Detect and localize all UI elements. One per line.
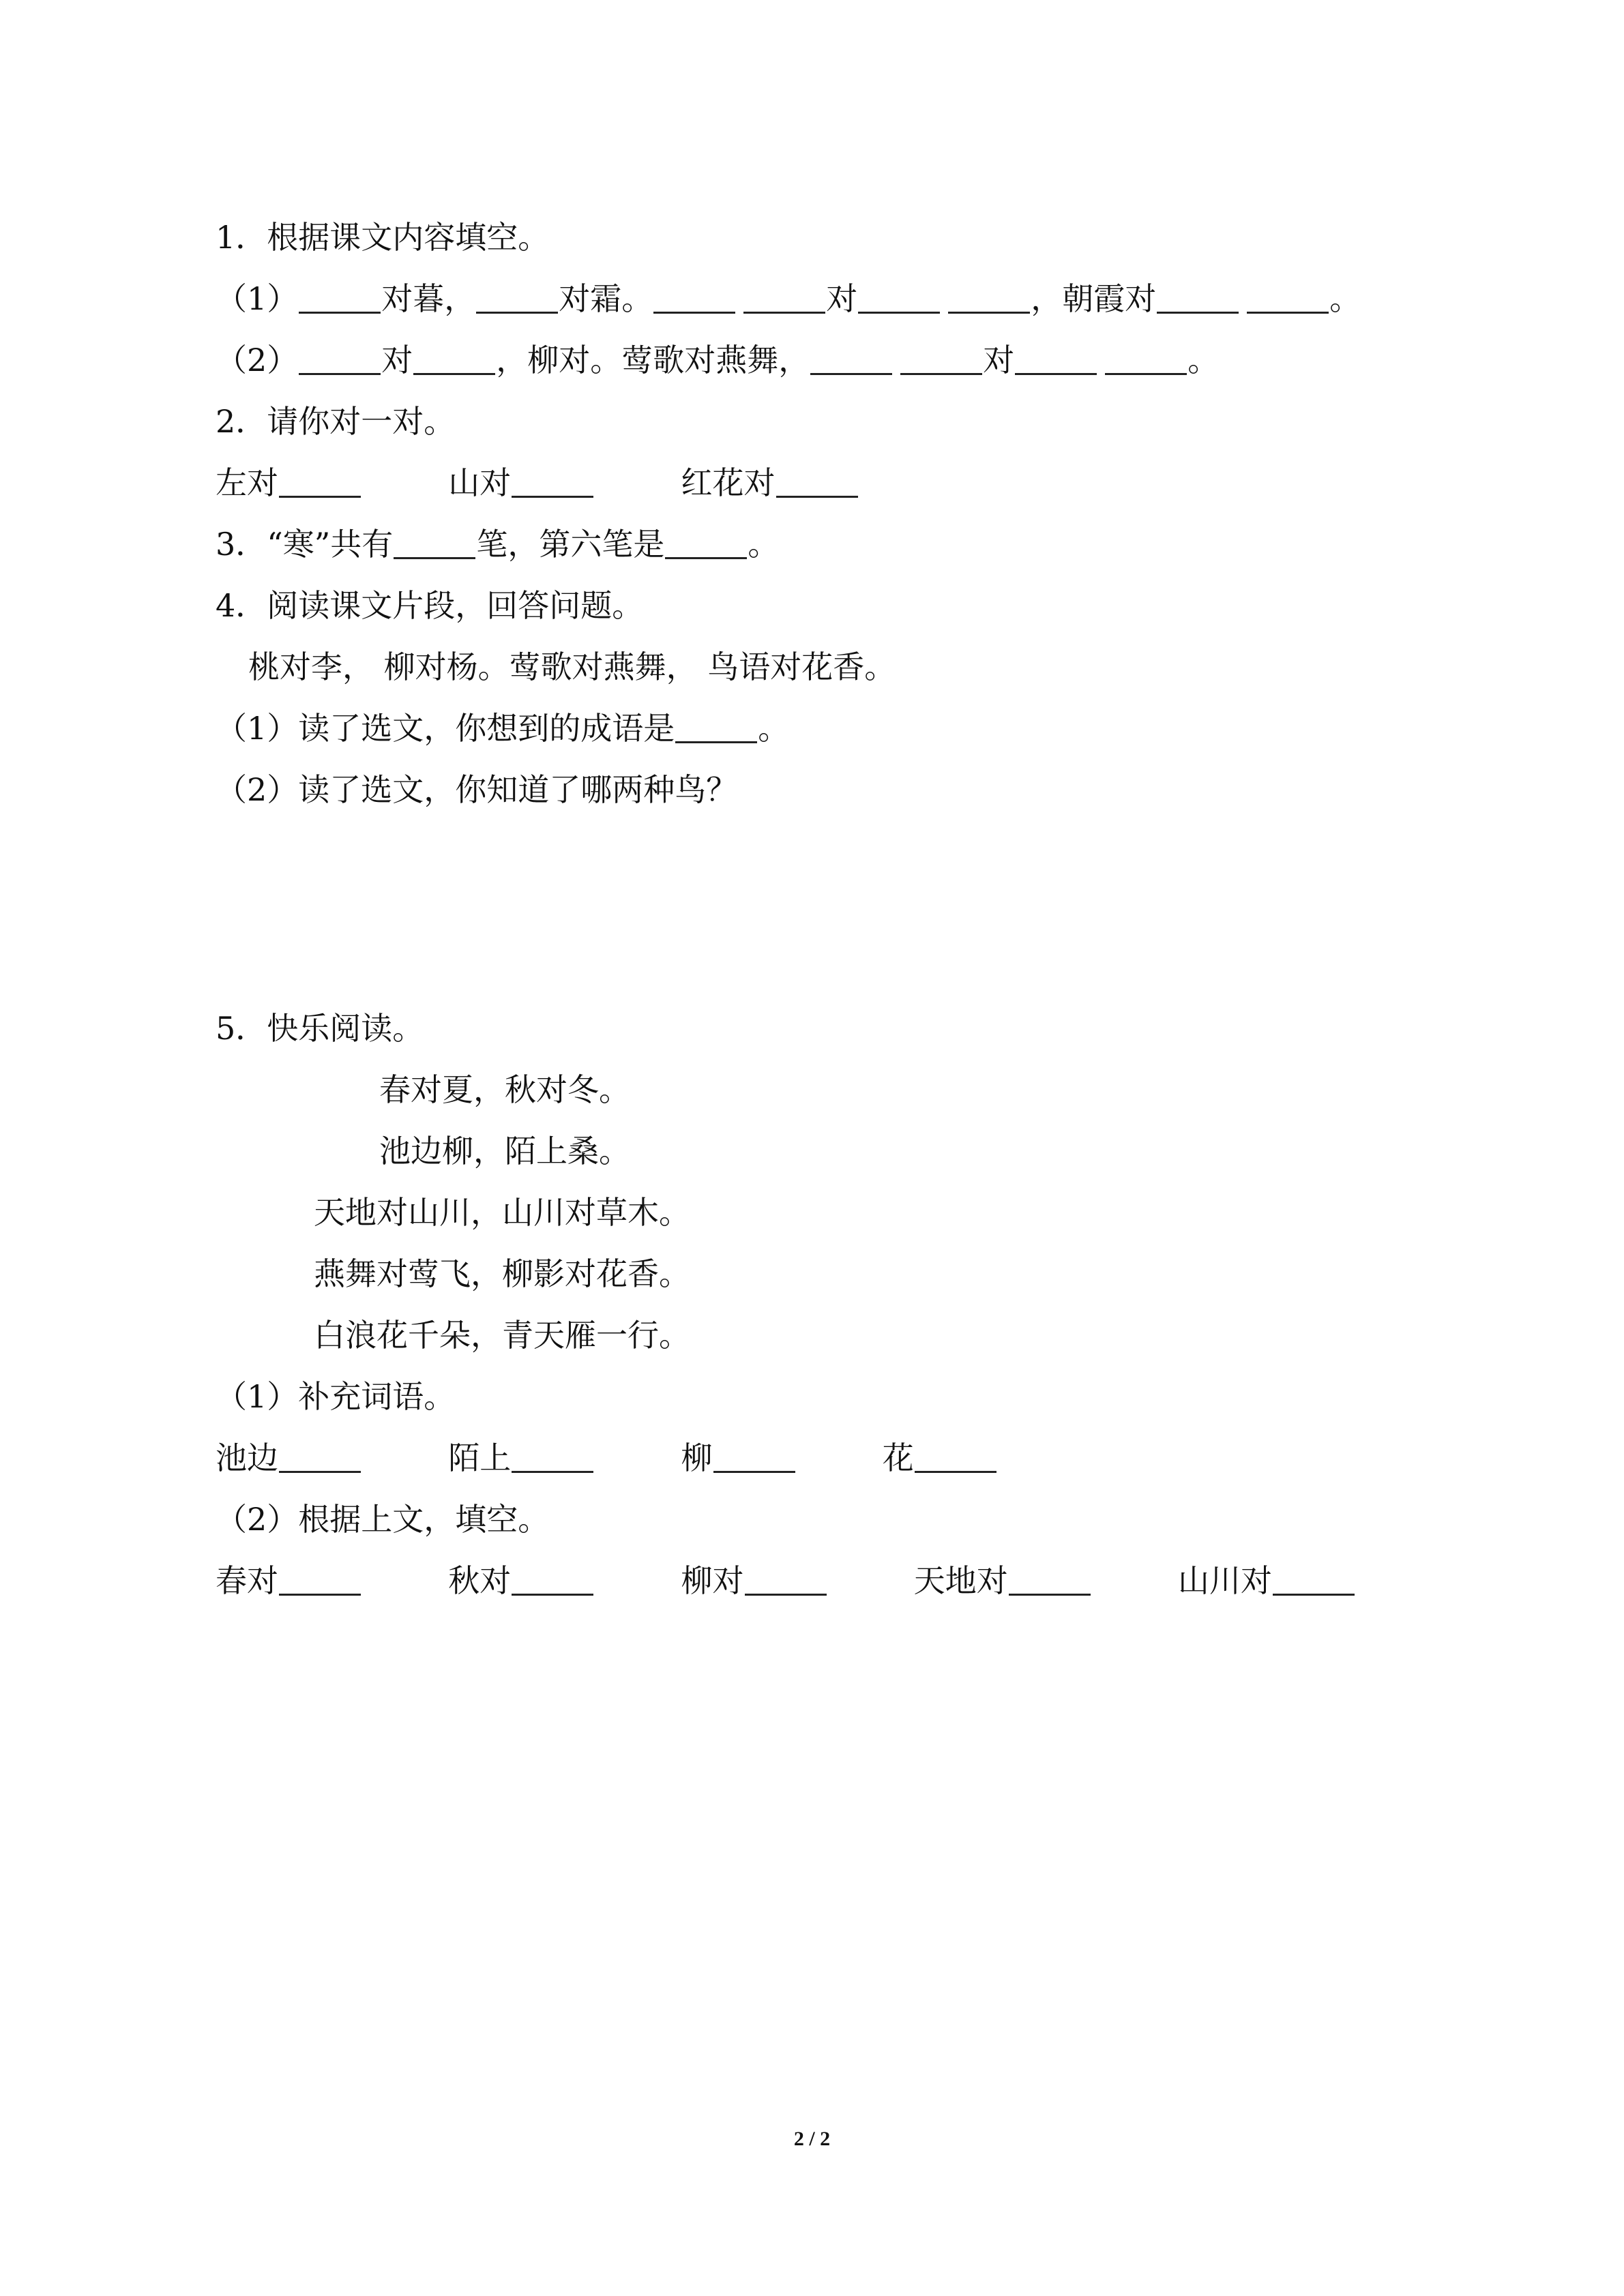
answer-blank[interactable]: [776, 466, 858, 498]
q4-sub1: [216, 708, 789, 749]
q2-item: 左对: [216, 464, 278, 501]
poem-line: 池边柳，陌上桑。: [379, 1133, 630, 1169]
answer-blank[interactable]: [299, 282, 381, 314]
answer-blank[interactable]: [279, 1564, 361, 1596]
q5-sub1-title: （1）补充词语。: [216, 1378, 456, 1415]
answer-blank[interactable]: [745, 1564, 827, 1596]
q1-title: 1．根据课文内容填空。: [216, 219, 550, 256]
q2-items: [216, 462, 859, 503]
answer-blank[interactable]: [948, 282, 1030, 314]
q1-sub2-text: ，柳对。莺歌对燕舞，: [496, 342, 810, 378]
answer-blank[interactable]: [1157, 282, 1239, 314]
answer-blank[interactable]: [1009, 1564, 1091, 1596]
poem-line: 白浪花千朵，青天雁一行。: [314, 1317, 690, 1354]
answer-blank[interactable]: [512, 1441, 593, 1473]
q5-item: 秋对: [448, 1562, 512, 1599]
answer-blank[interactable]: [665, 527, 747, 559]
q4-sub2: （2）读了选文，你知道了哪两种鸟？: [216, 771, 738, 808]
q2-item: 山对: [448, 464, 512, 501]
q1-sub2: [216, 340, 1219, 381]
q5-item: 天地对: [913, 1562, 1008, 1599]
answer-blank[interactable]: [279, 1441, 361, 1473]
q1-sub2-text: 对: [983, 342, 1015, 378]
q5-item: 山川对: [1178, 1562, 1272, 1599]
answer-blank[interactable]: [394, 527, 475, 559]
q5-item: 柳对: [681, 1562, 744, 1599]
answer-blank[interactable]: [858, 282, 940, 314]
q2-item: 红花对: [681, 464, 776, 501]
answer-blank[interactable]: [1105, 343, 1187, 375]
q5-item: 柳: [681, 1440, 713, 1476]
answer-blank[interactable]: [299, 343, 381, 375]
q1-sub1-text: 。: [1329, 280, 1361, 317]
answer-blank[interactable]: [675, 711, 757, 743]
q3: [216, 524, 779, 565]
q5-item: 陌上: [448, 1440, 512, 1476]
answer-blank[interactable]: [476, 282, 558, 314]
q4-sub1-text: 。: [758, 710, 790, 747]
q1-sub2-text: 。: [1187, 342, 1220, 378]
q5-sub2-items: [216, 1560, 1355, 1601]
q1-sub1-text: 对暮，: [381, 280, 476, 317]
answer-blank[interactable]: [512, 1564, 593, 1596]
q1-sub1: [216, 278, 1361, 319]
q2-title: 2．请你对一对。: [216, 403, 456, 440]
poem-line: 燕舞对莺飞，柳影对花香。: [314, 1255, 690, 1292]
page-number: 2 / 2: [793, 2128, 831, 2150]
poem-line: 春对夏，秋对冬。: [379, 1071, 630, 1108]
answer-blank[interactable]: [413, 343, 495, 375]
poem-line: 天地对山川，山川对草木。: [314, 1194, 690, 1231]
answer-blank[interactable]: [743, 282, 825, 314]
q1-sub1-text: 对霜。: [559, 280, 653, 317]
q1-sub1-text: 对: [826, 280, 858, 317]
q4-title: 4．阅读课文片段，回答问题。: [216, 587, 644, 624]
q3-text: 3．“寒”共有: [216, 526, 394, 563]
answer-blank[interactable]: [279, 466, 361, 498]
q5-title: 5．快乐阅读。: [216, 1010, 424, 1047]
answer-blank[interactable]: [915, 1441, 996, 1473]
answer-blank[interactable]: [713, 1441, 795, 1473]
answer-blank[interactable]: [1273, 1564, 1355, 1596]
q4-sub1-text: （1）读了选文，你想到的成语是: [216, 710, 675, 747]
q5-item: 池边: [216, 1440, 278, 1476]
answer-blank[interactable]: [810, 343, 892, 375]
q1-sub2-num: （2）: [216, 342, 299, 378]
q1-sub1-text: ，朝霞对: [1031, 280, 1157, 317]
q1-sub2-text: 对: [381, 342, 413, 378]
answer-blank[interactable]: [653, 282, 735, 314]
q5-sub1-items: [216, 1437, 997, 1478]
q4-passage: 桃对李， 柳对杨。莺歌对燕舞， 鸟语对花香。: [248, 648, 896, 685]
answer-blank[interactable]: [900, 343, 982, 375]
answer-blank[interactable]: [512, 466, 593, 498]
answer-blank[interactable]: [1247, 282, 1329, 314]
q5-item: 春对: [216, 1562, 278, 1599]
q3-text: 。: [748, 526, 780, 563]
q5-item: 花: [882, 1440, 914, 1476]
q3-text: 笔，第六笔是: [476, 526, 665, 563]
answer-blank[interactable]: [1015, 343, 1097, 375]
q1-sub1-num: （1）: [216, 280, 299, 317]
q5-sub2-title: （2）根据上文，填空。: [216, 1501, 550, 1538]
